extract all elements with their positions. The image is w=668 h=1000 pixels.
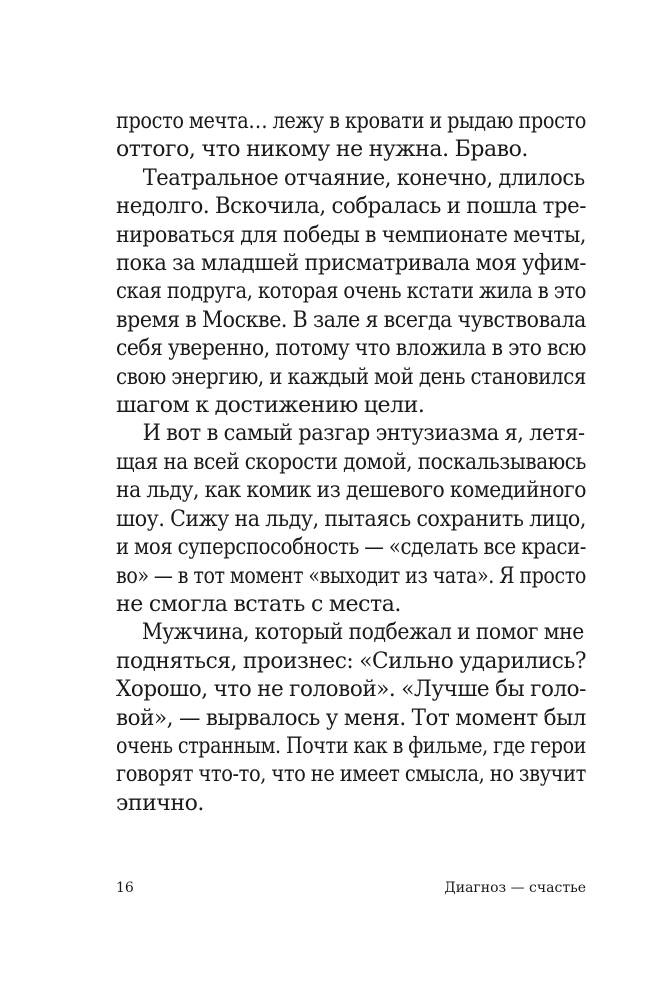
text-line: Мужчина, который подбежал и помог мне [141, 620, 584, 646]
text-line: шагом к достижению цели. [116, 393, 425, 419]
text-line: и моя суперспособность — «сделать все краси- [116, 535, 586, 561]
text-line: вой», — вырвалось у меня. Тот момент был [116, 705, 586, 731]
paragraph [116, 108, 586, 165]
text-line: щая на всей скорости домой, поскальзываюсь [116, 449, 586, 475]
text-line: Хорошо, что не головой». «Лучше бы голо- [116, 677, 586, 703]
text-line: оттого, что никому не нужна. Браво. [116, 137, 528, 163]
text-line: время в Москве. В зале я всегда чувствовала [116, 307, 586, 333]
page-number: 16 [116, 880, 134, 896]
text-line: себя уверенно, потому что вложила в это всю [116, 336, 586, 362]
text-line: не смогла встать с места. [116, 591, 401, 617]
paragraph [116, 165, 586, 421]
running-title: Диагноз — счастье [444, 880, 586, 896]
text-line: говорят что-то, что не имеет смысла, но звучит [116, 762, 586, 788]
page-footer [116, 880, 586, 900]
body-text [116, 108, 586, 818]
text-line: просто мечта… лежу в кровати и рыдаю просто [116, 109, 586, 134]
text-line: нироваться для победы в чемпионате мечты, [116, 222, 586, 248]
paragraph [116, 420, 586, 619]
text-line: очень странным. Почти как в фильме, где герои [116, 733, 586, 759]
text-line: шоу. Сижу на льду, пытаясь сохранить лицо, [116, 506, 586, 532]
text-line: недолго. Вскочила, собралась и пошла тре- [116, 194, 586, 220]
text-line: ская подруга, которая очень кстати жила в это [116, 279, 586, 305]
text-line: на льду, как комик из дешевого комедийного [116, 478, 586, 504]
text-line: И вот в самый разгар энтузиазма я, летя- [142, 421, 585, 447]
text-line: свою энергию, и каждый мой день становился [116, 364, 586, 390]
text-line: подняться, произнес: «Сильно ударились? [116, 648, 586, 674]
text-line: пока за младшей присматривала моя уфим- [116, 251, 586, 277]
paragraph [116, 619, 586, 818]
text-line: Театральное отчаяние, конечно, длилось [142, 165, 585, 191]
text-line: эпично. [116, 790, 204, 816]
text-line: во» — в тот момент «выходит из чата». Я просто [116, 563, 586, 589]
